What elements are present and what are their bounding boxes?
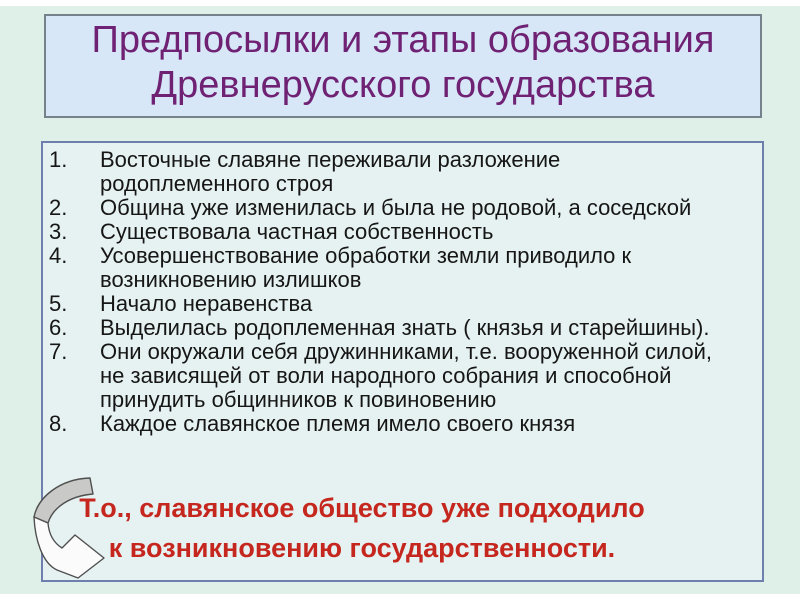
title-box xyxy=(44,14,762,118)
list-item xyxy=(49,316,762,340)
slide xyxy=(0,6,800,594)
list-item xyxy=(49,220,762,244)
curved-arrow-icon xyxy=(20,465,115,590)
list-item-number: 7. xyxy=(49,339,68,364)
list-item-number: 8. xyxy=(49,411,68,436)
list-item-number: 1. xyxy=(49,147,68,172)
list-item-text: Усовершенствование обработки земли приводило к возникновению излишков xyxy=(100,243,632,292)
list-item-text: Община уже изменилась и была не родовой, а соседской xyxy=(100,195,692,220)
list-item-text: Каждое славянское племя имело своего князя xyxy=(100,411,576,436)
list-item-number: 5. xyxy=(49,291,68,316)
list-item xyxy=(49,292,762,316)
list-item xyxy=(49,196,762,220)
list-item-text: Существовала частная собственность xyxy=(100,219,494,244)
list-item-number: 2. xyxy=(49,195,68,220)
page-title-line-2: Древнерусского государства xyxy=(151,64,655,106)
list-item-number: 4. xyxy=(49,243,68,268)
list-item-text: Выделилась родоплеменная знать ( князья и старейшины). xyxy=(100,315,710,340)
list-item xyxy=(49,148,762,196)
list-item-text: Они окружали себя дружинниками, т.е. вооруженной силой, не зависящей от воли народного собрания и способной принудить общинников к повиновению xyxy=(100,339,712,412)
list-item-number: 3. xyxy=(49,219,68,244)
list-item-number: 6. xyxy=(49,315,68,340)
list-item-text: Начало неравенства xyxy=(100,291,313,316)
list-item xyxy=(49,412,762,436)
list-item-text: Восточные славяне переживали разложение родоплеменного строя xyxy=(100,147,561,196)
conclusion-text xyxy=(42,488,682,568)
page-title-line-1: Предпосылки и этапы образования xyxy=(91,19,715,61)
list-item xyxy=(49,340,762,412)
conclusion-line-1: Т.о., славянское общество уже подходило xyxy=(79,493,645,523)
conclusion-line-2: к возникновению государственности. xyxy=(108,533,616,563)
list-item xyxy=(49,244,762,292)
